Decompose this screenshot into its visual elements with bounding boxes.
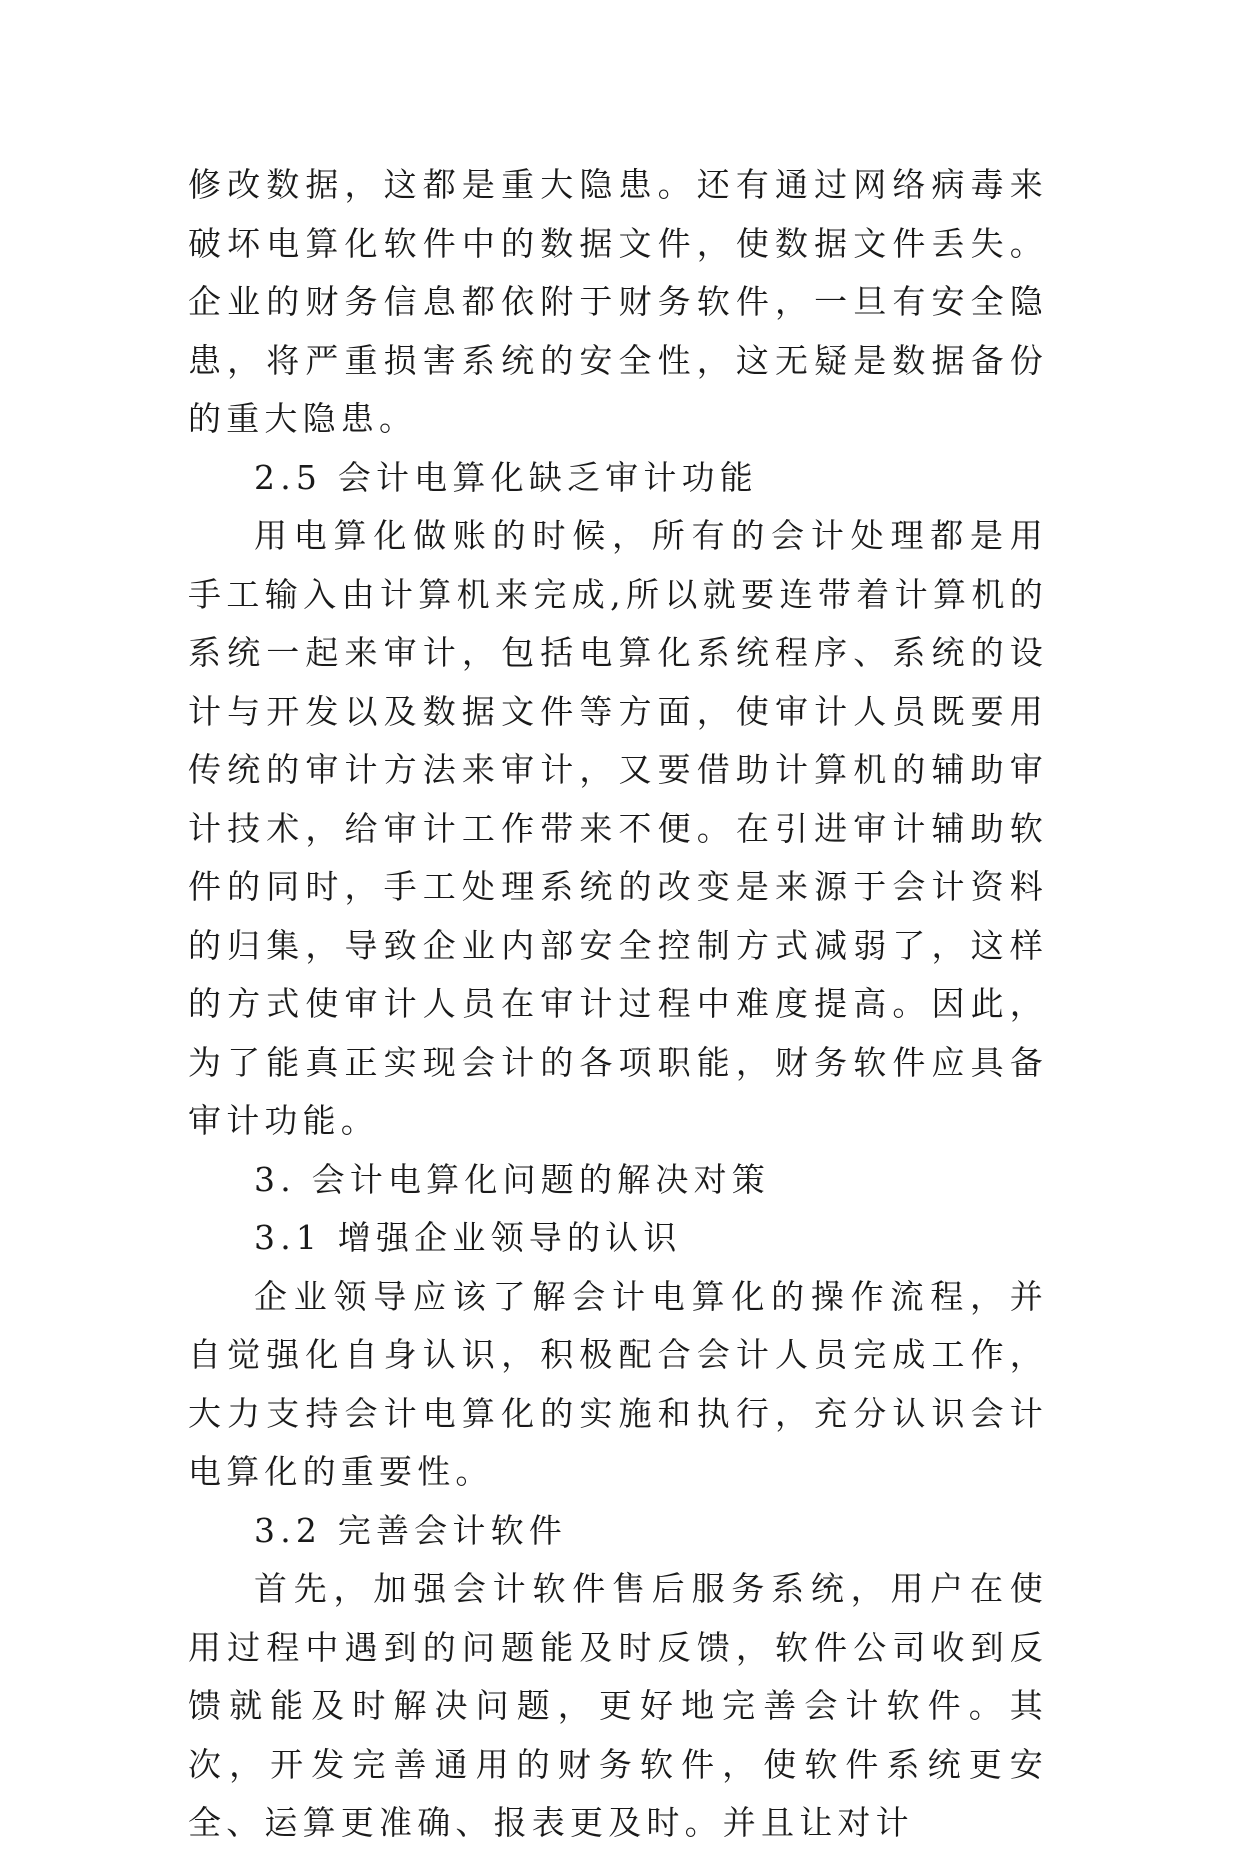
paragraph-leadership-awareness: 企业领导应该了解会计电算化的操作流程，并自觉强化自身认识，积极配合会计人员完成工作，大力支持会计电算化的实施和执行，充分认识会计电算化的重要性。 xyxy=(188,1276,1048,1491)
heading-3-2-software: 3.2 完善会计软件 xyxy=(254,1510,567,1550)
heading-2-5-audit-function: 2.5 会计电算化缺乏审计功能 xyxy=(254,457,758,497)
paragraph-audit-difficulty: 用电算化做账的时候，所有的会计处理都是用手工输入由计算机来完成,所以就要连带着计算机的系统一起来审计，包括电算化系统程序、系统的设计与开发以及数据文件等方面，使审计人员既要用传统的审计方法来审计，又要借助计算机的辅助审计技术，给审计工作带来不便。在引进审计辅助软件的同时，手工处理系统的改变是来源于会计资料的归集，导致企业内部安全控制方式减弱了，这样的方式使审计人员在审计过程中难度提高。因此，为了能真正实现会计的各项职能，财务软件应具备审计功能。 xyxy=(188,516,1048,1140)
paragraph-improve-software: 首先，加强会计软件售后服务系统，用户在使用过程中遇到的问题能及时反馈，软件公司收到反馈就能及时解决问题，更好地完善会计软件。其次，开发完善通用的财务软件，使软件系统更安全、运算更准确、报表更及时。并且让对计 xyxy=(188,1569,1048,1842)
heading-3-solutions: 3. 会计电算化问题的解决对策 xyxy=(254,1159,770,1199)
document-body xyxy=(188,156,1048,1853)
paragraph-data-backup-risk: 修改数据，这都是重大隐患。还有通过网络病毒来破坏电算化软件中的数据文件，使数据文件丢失。企业的财务信息都依附于财务软件，一旦有安全隐患，将严重损害系统的安全性，这无疑是数据备份的重大隐患。 xyxy=(188,165,1048,438)
heading-3-1-leadership: 3.1 增强企业领导的认识 xyxy=(254,1218,682,1257)
